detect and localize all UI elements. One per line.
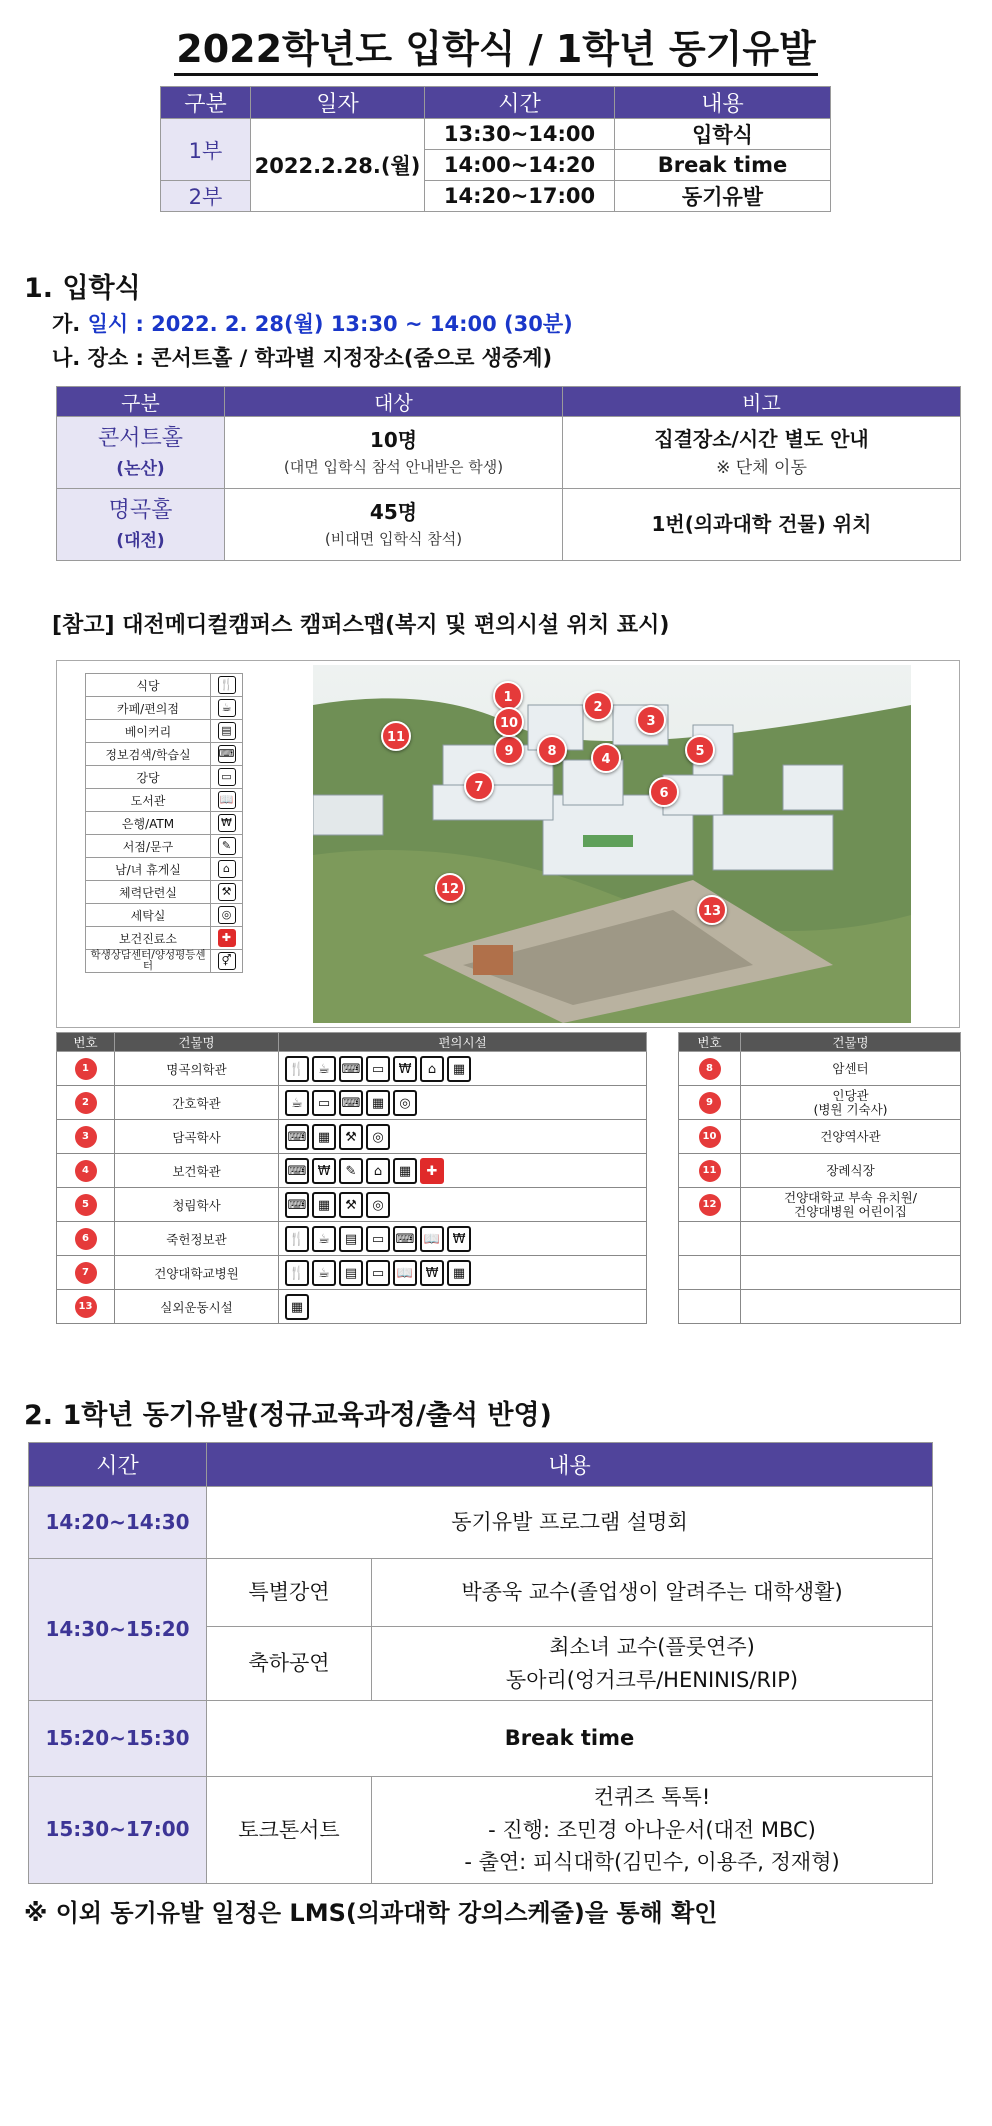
map-legend (85, 673, 243, 973)
building-number-badge: 10 (699, 1126, 721, 1148)
legend-row (86, 858, 243, 881)
legend-label: 베이커리 (86, 720, 211, 743)
facility-icon: ⌨ (285, 1158, 309, 1184)
map-pin-10: 10 (494, 707, 524, 737)
legend-label: 카페/편의점 (86, 697, 211, 720)
building-list-table (678, 1032, 961, 1324)
building-row (57, 1154, 647, 1188)
building-number-badge: 5 (75, 1194, 97, 1216)
section2-heading: 2. 1학년 동기유발(정규교육과정/출석 반영) (24, 1400, 552, 1431)
venue-count-cell (225, 489, 563, 561)
building-row (57, 1086, 647, 1120)
section1-place-line: 나. 장소 : 콘서트홀 / 학과별 지정장소(줌으로 생중계) (52, 346, 553, 370)
facility-icons-cell (279, 1154, 647, 1188)
building-header: 건물명 (115, 1033, 279, 1052)
legend-row (86, 766, 243, 789)
facility-icon: ☕ (312, 1226, 336, 1252)
legend-label: 강당 (86, 766, 211, 789)
schedule-time: 14:00~14:20 (425, 150, 615, 181)
program-content: 동기유발 프로그램 설명회 (207, 1487, 933, 1559)
map-pin-7: 7 (464, 771, 494, 801)
venue-campus: (대전) (116, 531, 165, 552)
building-no-cell (57, 1290, 115, 1324)
building-name-cell (741, 1222, 961, 1256)
facility-icon: ▦ (447, 1056, 471, 1082)
building-name: 건양대학교병원 (115, 1256, 279, 1290)
facility-icon: ⌨ (285, 1124, 309, 1150)
building-row (57, 1188, 647, 1222)
building-name: 건양대학교 부속 유치원/ (784, 1190, 917, 1206)
facility-icons (285, 1158, 444, 1184)
building-name: 보건학관 (115, 1154, 279, 1188)
building-name: 인당관 (832, 1088, 869, 1104)
building-number-badge: 4 (75, 1160, 97, 1182)
legend-icon-cell (211, 858, 243, 881)
facility-icon: ✚ (420, 1158, 444, 1184)
building-row (679, 1256, 961, 1290)
building-number-badge: 12 (699, 1194, 721, 1216)
campus-aerial-photo (313, 665, 911, 1023)
facility-icon: ◎ (366, 1124, 390, 1150)
bakery-icon: ▤ (218, 722, 236, 740)
venue-remark-cell (563, 417, 961, 489)
venue-row (57, 489, 961, 561)
building-name-cell (741, 1052, 961, 1086)
legend-icon-cell (211, 904, 243, 927)
building-number-badge: 1 (75, 1058, 97, 1080)
auditorium-icon: ▭ (218, 768, 236, 786)
legend-icon-cell (211, 743, 243, 766)
building-header: 번호 (679, 1033, 741, 1052)
program-content: 동아리(엉거크루/HENINIS/RIP) (505, 1667, 799, 1692)
campus-map-panel (56, 660, 960, 1028)
schedule-date: 2022.2.28.(월) (251, 119, 425, 212)
map-pin-6: 6 (649, 777, 679, 807)
program-content: 컨퀴즈 톡톡! (593, 1785, 711, 1810)
map-pin-4: 4 (591, 743, 621, 773)
map-heading: [참고] 대전메디컬캠퍼스 캠퍼스맵(복지 및 편의시설 위치 표시) (52, 613, 670, 638)
program-time: 14:30~15:20 (29, 1559, 207, 1701)
venue-name-cell (57, 489, 225, 561)
title-text: 2022학년도 입학식 / 1학년 동기유발 (174, 27, 818, 76)
program-type: 토크톤서트 (207, 1777, 372, 1884)
legend-row (86, 812, 243, 835)
venue-header: 비고 (563, 387, 961, 417)
facility-icons (285, 1260, 471, 1286)
map-pin-13: 13 (697, 895, 727, 925)
venue-remark2: ※ 단체 이동 (716, 457, 807, 478)
facility-icon: ▤ (339, 1260, 363, 1286)
building-name: 죽헌정보관 (115, 1222, 279, 1256)
building-no-cell (57, 1256, 115, 1290)
building-name-sub: 건양대병원 어린이집 (794, 1203, 907, 1219)
venue-row (57, 417, 961, 489)
building-no-cell (679, 1086, 741, 1120)
building-name: 건양역사관 (820, 1128, 881, 1144)
building-number-badge: 3 (75, 1126, 97, 1148)
schedule-content: 동기유발 (615, 181, 831, 212)
venue-count-note: (대면 입학식 참석 안내받은 학생) (283, 458, 504, 477)
legend-label: 체력단련실 (86, 881, 211, 904)
facility-icon: ₩ (393, 1056, 417, 1082)
building-row (679, 1222, 961, 1256)
program-row (29, 1559, 933, 1627)
building-no-cell (679, 1154, 741, 1188)
map-pin-12: 12 (435, 873, 465, 903)
venue-campus: (논산) (116, 459, 165, 480)
building-no-cell (57, 1188, 115, 1222)
building-header: 편의시설 (279, 1033, 647, 1052)
building-row (679, 1120, 961, 1154)
legend-row (86, 697, 243, 720)
facility-icons (285, 1226, 471, 1252)
facility-icons (285, 1124, 390, 1150)
facility-icon: ₩ (420, 1260, 444, 1286)
venue-count-cell (225, 417, 563, 489)
legend-label: 세탁실 (86, 904, 211, 927)
part-1: 1부 (161, 119, 251, 181)
facility-icon: ▭ (366, 1056, 390, 1082)
facility-icon: ⚒ (339, 1124, 363, 1150)
schedule-content: 입학식 (615, 119, 831, 150)
building-row (57, 1290, 647, 1324)
building-no-cell (679, 1052, 741, 1086)
building-name: 간호학관 (115, 1086, 279, 1120)
map-pin-1: 1 (493, 681, 523, 711)
program-table (28, 1442, 933, 1884)
program-time: 15:20~15:30 (29, 1701, 207, 1777)
program-row (29, 1487, 933, 1559)
facility-icon: ☕ (285, 1090, 309, 1116)
building-header: 번호 (57, 1033, 115, 1052)
program-row (29, 1777, 933, 1884)
schedule-content: Break time (615, 150, 831, 181)
facility-icons (285, 1294, 309, 1320)
venue-count-note: (비대면 입학식 참석) (324, 530, 463, 549)
legend-icon-cell (211, 674, 243, 697)
schedule-header: 구분 (161, 87, 251, 119)
facility-icon: ▭ (366, 1260, 390, 1286)
building-row (679, 1154, 961, 1188)
facility-icon: ☕ (312, 1056, 336, 1082)
facility-icons (285, 1192, 390, 1218)
program-type: 축하공연 (207, 1627, 372, 1701)
laundry-icon: ◎ (218, 906, 236, 924)
building-number-badge: 13 (75, 1296, 97, 1318)
legend-icon-cell (211, 950, 243, 973)
facility-icon: ₩ (312, 1158, 336, 1184)
venue-header: 대상 (225, 387, 563, 417)
facility-icons-cell (279, 1086, 647, 1120)
program-row (29, 1701, 933, 1777)
map-pin-8: 8 (537, 735, 567, 765)
building-number-badge: 9 (699, 1092, 721, 1114)
legend-row (86, 927, 243, 950)
venue-remark: 집결장소/시간 별도 안내 (654, 426, 869, 451)
building-header: 건물명 (741, 1033, 961, 1052)
venue-name: 명곡홀 (108, 498, 173, 524)
program-time: 14:20~14:30 (29, 1487, 207, 1559)
building-row (57, 1052, 647, 1086)
building-no-cell (679, 1120, 741, 1154)
venue-table (56, 386, 961, 561)
building-number-badge: 7 (75, 1262, 97, 1284)
legend-label: 은행/ATM (86, 812, 211, 835)
legend-label: 서점/문구 (86, 835, 211, 858)
building-name-cell (741, 1086, 961, 1120)
legend-row (86, 720, 243, 743)
building-number-badge: 2 (75, 1092, 97, 1114)
building-row (679, 1290, 961, 1324)
legend-label: 보건진료소 (86, 927, 211, 950)
counseling-icon: ⚥ (218, 952, 236, 970)
map-pin-5: 5 (685, 735, 715, 765)
building-name-cell (741, 1256, 961, 1290)
map-pin-3: 3 (636, 705, 666, 735)
facility-icons-cell (279, 1052, 647, 1086)
building-no-cell (57, 1120, 115, 1154)
building-row (679, 1052, 961, 1086)
facility-icon: ☕ (312, 1260, 336, 1286)
building-no-cell (57, 1222, 115, 1256)
legend-icon-cell (211, 881, 243, 904)
atm-icon: ₩ (218, 814, 236, 832)
program-time: 15:30~17:00 (29, 1777, 207, 1884)
schedule-header: 내용 (615, 87, 831, 119)
venue-count: 45명 (369, 500, 418, 525)
building-name: 암센터 (832, 1060, 869, 1076)
facility-icon: ▦ (285, 1294, 309, 1320)
footer-notice: ※ 이외 동기유발 일정은 LMS(의과대학 강의스케줄)을 통해 확인 (24, 1899, 718, 1927)
facility-icon: ⚒ (339, 1192, 363, 1218)
facility-icon: 🍴 (285, 1260, 309, 1286)
program-content: - 출연: 피식대학(김민수, 이용주, 정재형) (464, 1850, 840, 1875)
section1-heading: 1. 입학식 (24, 273, 141, 304)
legend-row (86, 743, 243, 766)
part-2: 2부 (161, 181, 251, 212)
facility-icon: ⌂ (366, 1158, 390, 1184)
program-content-cell (372, 1627, 933, 1701)
clinic-icon: ✚ (218, 929, 236, 947)
venue-remark: 1번(의과대학 건물) 위치 (651, 512, 872, 536)
utensils-icon: 🍴 (218, 676, 236, 694)
legend-label: 도서관 (86, 789, 211, 812)
facility-icon: ▦ (312, 1124, 336, 1150)
facility-icons-cell (279, 1120, 647, 1154)
building-row (679, 1188, 961, 1222)
venue-name-cell (57, 417, 225, 489)
schedule-time: 13:30~14:00 (425, 119, 615, 150)
schedule-time: 14:20~17:00 (425, 181, 615, 212)
program-header: 시간 (29, 1443, 207, 1487)
schedule-table (160, 86, 831, 212)
program-content: 박종욱 교수(졸업생이 알려주는 대학생활) (372, 1559, 933, 1627)
legend-label: 식당 (86, 674, 211, 697)
facility-icon: ⌨ (339, 1090, 363, 1116)
map-pin-11: 11 (381, 721, 411, 751)
legend-icon-cell (211, 812, 243, 835)
legend-icon-cell (211, 766, 243, 789)
building-name-cell (741, 1120, 961, 1154)
venue-header: 구분 (57, 387, 225, 417)
facility-icons-cell (279, 1290, 647, 1324)
building-no-cell (679, 1188, 741, 1222)
program-type: 특별강연 (207, 1559, 372, 1627)
building-name: 담곡학사 (115, 1120, 279, 1154)
legend-icon-cell (211, 720, 243, 743)
facility-icons-cell (279, 1188, 647, 1222)
building-name: 청림학사 (115, 1188, 279, 1222)
facility-icon: ▤ (339, 1226, 363, 1252)
facility-icon: ◎ (366, 1192, 390, 1218)
legend-icon-cell (211, 789, 243, 812)
gym-icon: ⚒ (218, 883, 236, 901)
facility-icon: ▭ (312, 1090, 336, 1116)
building-name-cell (741, 1188, 961, 1222)
building-name: 실외운동시설 (115, 1290, 279, 1324)
building-name-sub: (병원 기숙사) (813, 1101, 888, 1117)
facility-icon: 📖 (420, 1226, 444, 1252)
building-no-cell (57, 1086, 115, 1120)
legend-row (86, 835, 243, 858)
legend-row (86, 674, 243, 697)
building-row (57, 1256, 647, 1290)
line-a-text: 일시 : 2022. 2. 28(월) 13:30 ~ 14:00 (30분) (87, 312, 573, 336)
program-header: 내용 (207, 1443, 933, 1487)
schedule-header: 시간 (425, 87, 615, 119)
facility-icon: ⌂ (420, 1056, 444, 1082)
facility-icon: 🍴 (285, 1226, 309, 1252)
building-number-badge: 6 (75, 1228, 97, 1250)
study-desk-icon: ⌨ (218, 745, 236, 763)
building-name: 명곡의학관 (115, 1052, 279, 1086)
legend-icon-cell (211, 835, 243, 858)
facility-icon: 📖 (393, 1260, 417, 1286)
facility-icons-cell (279, 1256, 647, 1290)
legend-row (86, 950, 243, 973)
lounge-icon: ⌂ (218, 860, 236, 878)
building-row (57, 1120, 647, 1154)
program-content: - 진행: 조민경 아나운서(대전 MBC) (488, 1817, 816, 1842)
facility-icon: ▦ (366, 1090, 390, 1116)
map-pin-9: 9 (494, 735, 524, 765)
legend-icon-cell (211, 697, 243, 720)
stationery-icon: ✎ (218, 837, 236, 855)
cafe-icon: ☕ (218, 699, 236, 717)
building-name-cell (741, 1290, 961, 1324)
facility-icon: ₩ (447, 1226, 471, 1252)
library-icon: 📖 (218, 791, 236, 809)
building-row (57, 1222, 647, 1256)
section1-date-line (52, 308, 573, 338)
building-no-cell (679, 1290, 741, 1324)
facility-icon: ⌨ (339, 1056, 363, 1082)
building-number-badge: 11 (699, 1160, 721, 1182)
legend-row (86, 789, 243, 812)
facility-icon: ✎ (339, 1158, 363, 1184)
facility-icon: ⌨ (285, 1192, 309, 1218)
facility-icons-cell (279, 1222, 647, 1256)
legend-row (86, 904, 243, 927)
legend-icon-cell (211, 927, 243, 950)
legend-label: 남/녀 휴게실 (86, 858, 211, 881)
facility-icons (285, 1056, 471, 1082)
facility-icon: ◎ (393, 1090, 417, 1116)
campus-illustration (313, 665, 911, 1023)
legend-label: 정보검색/학습실 (86, 743, 211, 766)
page-title (0, 18, 992, 73)
schedule-header: 일자 (251, 87, 425, 119)
legend-label: 학생상담센터/양성평등센터 (86, 950, 211, 973)
facility-icon: ▦ (447, 1260, 471, 1286)
program-content-cell (372, 1777, 933, 1884)
building-no-cell (679, 1256, 741, 1290)
venue-count: 10명 (369, 428, 418, 453)
facility-icon: ▦ (393, 1158, 417, 1184)
building-no-cell (57, 1052, 115, 1086)
building-number-badge: 8 (699, 1058, 721, 1080)
building-row (679, 1086, 961, 1120)
facility-icon: ▭ (366, 1226, 390, 1252)
facility-icon: 🍴 (285, 1056, 309, 1082)
facility-icons (285, 1090, 417, 1116)
map-pin-2: 2 (583, 691, 613, 721)
facility-icon: ▦ (312, 1192, 336, 1218)
facility-icon: ⌨ (393, 1226, 417, 1252)
building-no-cell (57, 1154, 115, 1188)
venue-remark-cell (563, 489, 961, 561)
line-a-prefix: 가. (52, 312, 88, 336)
venue-name: 콘서트홀 (97, 426, 183, 452)
building-facility-table (56, 1032, 647, 1324)
building-name: 장례식장 (826, 1162, 875, 1178)
building-no-cell (679, 1222, 741, 1256)
program-content: Break time (207, 1701, 933, 1777)
program-content: 최소녀 교수(플룻연주) (549, 1635, 755, 1659)
legend-row (86, 881, 243, 904)
building-name-cell (741, 1154, 961, 1188)
